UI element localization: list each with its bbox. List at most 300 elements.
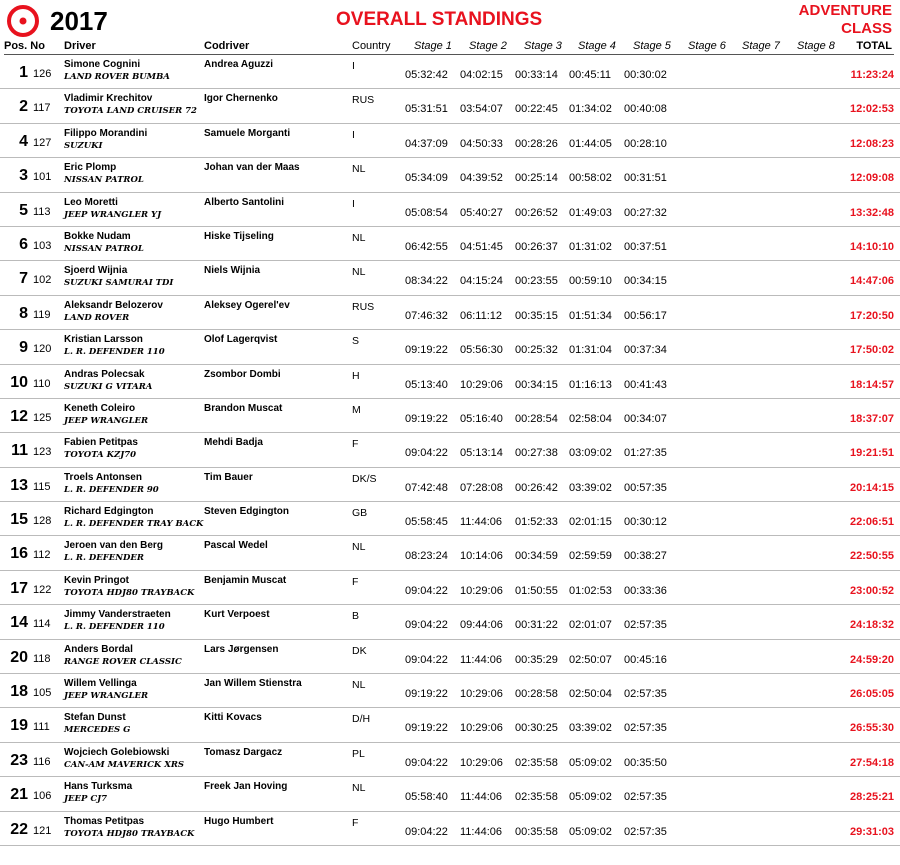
stage-4-time: 05:09:02 bbox=[569, 791, 612, 804]
driver-name: Simone Cognini bbox=[64, 59, 141, 70]
total-time: 12:08:23 bbox=[849, 137, 894, 150]
vehicle-name: LAND ROVER bbox=[64, 312, 130, 323]
table-row bbox=[0, 674, 900, 708]
stage-3-time: 02:35:58 bbox=[515, 791, 558, 804]
stage-5-time: 02:57:35 bbox=[624, 825, 667, 838]
stage-5-time: 01:27:35 bbox=[624, 447, 667, 460]
position: 15 bbox=[10, 511, 28, 529]
position: 14 bbox=[10, 614, 28, 632]
car-number: 123 bbox=[33, 446, 52, 459]
stage-2-time: 05:56:30 bbox=[460, 344, 503, 357]
stage-4-time: 00:58:02 bbox=[569, 172, 612, 185]
country: I bbox=[352, 128, 355, 141]
total-time: 18:14:57 bbox=[849, 378, 894, 391]
stage-2-time: 11:44:06 bbox=[460, 791, 503, 804]
table-row bbox=[0, 399, 900, 433]
stage-4-time: 01:31:04 bbox=[569, 344, 612, 357]
total-time: 11:23:24 bbox=[850, 69, 894, 81]
table-row bbox=[0, 743, 900, 777]
stage-1-time: 05:32:42 bbox=[405, 69, 448, 81]
position: 8 bbox=[19, 304, 28, 322]
stage-3-time: 00:26:52 bbox=[515, 206, 558, 219]
driver-name: Richard Edgington bbox=[64, 506, 154, 518]
driver-name: Kevin Pringot bbox=[64, 574, 130, 586]
driver-name: Willem Vellinga bbox=[64, 678, 137, 690]
car-number: 115 bbox=[33, 480, 51, 493]
position: 6 bbox=[19, 235, 28, 253]
codriver-name: Samuele Morganti bbox=[204, 127, 291, 139]
stage-5-time: 00:57:35 bbox=[624, 481, 667, 494]
driver-name: Stefan Dunst bbox=[64, 712, 126, 724]
stage-3-time: 00:35:29 bbox=[515, 653, 558, 666]
total-time: 12:02:53 bbox=[849, 103, 894, 116]
car-number: 121 bbox=[33, 824, 52, 837]
stage-5-time: 02:57:35 bbox=[624, 722, 667, 735]
codriver-name: Benjamin Muscat bbox=[204, 574, 287, 586]
table-row bbox=[0, 571, 900, 605]
car-number: 126 bbox=[33, 68, 52, 80]
stage-4-time: 02:58:04 bbox=[569, 412, 612, 425]
stage-5-time: 00:56:17 bbox=[624, 309, 667, 322]
position: 1 bbox=[19, 64, 28, 81]
driver-name: Eric Plomp bbox=[64, 162, 117, 174]
car-number: 127 bbox=[33, 136, 52, 149]
stage-4-time: 03:09:02 bbox=[569, 447, 612, 460]
stage-4-time: 05:09:02 bbox=[569, 825, 612, 838]
driver-name: Jeroen van den Berg bbox=[64, 540, 163, 552]
driver-name: Bokke Nudam bbox=[64, 230, 131, 242]
stage-3-time: 00:34:15 bbox=[515, 378, 558, 391]
stage-1-time: 09:04:22 bbox=[405, 756, 448, 769]
driver-name: Thomas Petitpas bbox=[64, 815, 145, 827]
car-number: 101 bbox=[33, 171, 52, 184]
col-stage-7: Stage 7 bbox=[742, 40, 780, 52]
stage-2-time: 03:54:07 bbox=[460, 103, 503, 116]
table-row bbox=[0, 536, 900, 570]
stage-1-time: 05:34:09 bbox=[405, 172, 448, 185]
codriver-name: Steven Edgington bbox=[204, 506, 289, 518]
stage-1-time: 05:08:54 bbox=[405, 206, 448, 219]
vehicle-name: NISSAN PATROL bbox=[64, 175, 144, 186]
vehicle-name: TOYOTA KZJ70 bbox=[64, 450, 137, 461]
stage-3-time: 00:28:58 bbox=[515, 688, 558, 701]
codriver-name: Alberto Santolini bbox=[204, 196, 284, 208]
position: 2 bbox=[19, 98, 28, 116]
table-row bbox=[0, 124, 900, 158]
car-number: 112 bbox=[33, 549, 51, 562]
table-row bbox=[0, 55, 900, 89]
stage-4-time: 05:09:02 bbox=[569, 756, 612, 769]
stage-5-time: 02:57:35 bbox=[624, 688, 667, 701]
country: S bbox=[352, 335, 360, 348]
stage-4-time: 03:39:02 bbox=[569, 722, 612, 735]
col-driver: Driver bbox=[64, 40, 96, 52]
vehicle-name: L. R. DEFENDER bbox=[64, 553, 144, 564]
vehicle-name: CAN-AM MAVERICK XRS bbox=[64, 759, 185, 770]
country: DK/S bbox=[352, 472, 377, 485]
position: 4 bbox=[19, 132, 28, 150]
stage-1-time: 09:19:22 bbox=[405, 344, 448, 357]
stage-4-time: 01:44:05 bbox=[569, 137, 612, 150]
car-number: 120 bbox=[33, 343, 52, 356]
stage-5-time: 00:37:51 bbox=[624, 240, 667, 253]
col-stage-2: Stage 2 bbox=[469, 40, 507, 52]
table-row bbox=[0, 193, 900, 227]
stage-2-time: 10:29:06 bbox=[460, 584, 503, 597]
stage-1-time: 09:04:22 bbox=[405, 653, 448, 666]
stage-4-time: 00:59:10 bbox=[569, 275, 612, 288]
table-row bbox=[0, 89, 900, 123]
col-stage-4: Stage 4 bbox=[578, 40, 616, 52]
driver-name: Sjoerd Wijnia bbox=[64, 265, 128, 277]
stage-5-time: 00:28:10 bbox=[624, 137, 667, 150]
stage-1-time: 07:46:32 bbox=[405, 309, 448, 322]
table-row bbox=[0, 640, 900, 674]
stage-3-time: 00:28:26 bbox=[515, 137, 558, 150]
country: NL bbox=[352, 266, 366, 279]
table-row bbox=[0, 812, 900, 846]
stage-5-time: 00:33:36 bbox=[624, 584, 667, 597]
total-time: 19:21:51 bbox=[849, 447, 894, 460]
total-time: 20:14:15 bbox=[849, 481, 894, 494]
table-row bbox=[0, 605, 900, 639]
car-number: 122 bbox=[33, 583, 52, 596]
country: NL bbox=[352, 541, 366, 554]
total-time: 14:47:06 bbox=[849, 275, 894, 288]
total-time: 17:20:50 bbox=[849, 309, 894, 322]
vehicle-name: LAND ROVER BUMBA bbox=[64, 72, 170, 82]
driver-name: Andras Polecsak bbox=[64, 368, 145, 380]
stage-2-time: 10:29:06 bbox=[460, 722, 503, 735]
car-number: 118 bbox=[33, 652, 51, 665]
vehicle-name: SUZUKI G VITARA bbox=[64, 381, 153, 392]
car-number: 102 bbox=[33, 274, 52, 287]
country: NL bbox=[352, 231, 366, 244]
stage-3-time: 01:50:55 bbox=[515, 584, 558, 597]
stage-4-time: 02:01:15 bbox=[569, 516, 612, 529]
vehicle-name: NISSAN PATROL bbox=[64, 243, 144, 254]
vehicle-name: RANGE ROVER CLASSIC bbox=[64, 656, 182, 667]
codriver-name: Lars Jørgensen bbox=[204, 643, 279, 655]
stage-5-time: 00:34:07 bbox=[624, 412, 667, 425]
stage-5-time: 00:27:32 bbox=[624, 206, 667, 219]
stage-2-time: 04:50:33 bbox=[460, 137, 503, 150]
car-number: 103 bbox=[33, 239, 52, 252]
car-number: 110 bbox=[33, 377, 51, 390]
total-time: 27:54:18 bbox=[849, 756, 894, 769]
stage-2-time: 05:13:14 bbox=[460, 447, 503, 460]
codriver-name: Hiske Tijseling bbox=[204, 230, 274, 242]
codriver-name: Johan van der Maas bbox=[204, 162, 300, 174]
stage-5-time: 02:57:35 bbox=[624, 791, 667, 804]
vehicle-name: L. R. DEFENDER 110 bbox=[64, 622, 165, 633]
stage-4-time: 02:59:59 bbox=[569, 550, 612, 563]
stage-2-time: 04:02:15 bbox=[460, 69, 503, 81]
stage-5-time: 02:57:35 bbox=[624, 619, 667, 632]
car-number: 116 bbox=[33, 755, 51, 768]
total-time: 24:59:20 bbox=[849, 653, 894, 666]
driver-name: Kristian Larsson bbox=[64, 334, 143, 346]
driver-name: Hans Turksma bbox=[64, 781, 133, 793]
total-time: 23:00:52 bbox=[849, 584, 894, 597]
position: 7 bbox=[19, 270, 28, 288]
stage-1-time: 07:42:48 bbox=[405, 481, 448, 494]
table-row bbox=[0, 502, 900, 536]
stage-1-time: 05:58:40 bbox=[405, 791, 448, 804]
stage-4-time: 01:31:02 bbox=[569, 240, 612, 253]
country: GB bbox=[352, 507, 368, 520]
driver-name: Filippo Morandini bbox=[64, 127, 148, 139]
driver-name: Jimmy Vanderstraeten bbox=[64, 609, 171, 621]
driver-name: Aleksandr Belozerov bbox=[64, 299, 163, 311]
vehicle-name: L. R. DEFENDER 90 bbox=[64, 484, 159, 495]
stage-2-time: 10:29:06 bbox=[460, 756, 503, 769]
stage-4-time: 03:39:02 bbox=[569, 481, 612, 494]
col-stage-5: Stage 5 bbox=[633, 40, 671, 52]
stage-4-time: 02:50:07 bbox=[569, 653, 612, 666]
country: NL bbox=[352, 782, 366, 795]
table-row bbox=[0, 365, 900, 399]
stage-4-time: 01:51:34 bbox=[569, 309, 612, 322]
col-stage-1: Stage 1 bbox=[414, 40, 452, 52]
stage-3-time: 00:23:55 bbox=[515, 275, 558, 288]
table-row bbox=[0, 433, 900, 467]
stage-5-time: 00:30:12 bbox=[624, 516, 667, 529]
stage-2-time: 04:51:45 bbox=[460, 240, 503, 253]
class-label-line2: CLASS bbox=[841, 20, 892, 37]
table-row bbox=[0, 296, 900, 330]
table-row bbox=[0, 227, 900, 261]
codriver-name: Igor Chernenko bbox=[204, 93, 278, 105]
vehicle-name: JEEP WRANGLER bbox=[64, 415, 149, 426]
table-row bbox=[0, 261, 900, 295]
stage-5-time: 00:35:50 bbox=[624, 756, 667, 769]
position: 18 bbox=[10, 683, 28, 701]
driver-name: Troels Antonsen bbox=[64, 471, 142, 483]
country: DK bbox=[352, 644, 367, 657]
car-number: 119 bbox=[33, 308, 51, 321]
standings-table bbox=[0, 55, 900, 846]
total-time: 29:31:03 bbox=[849, 825, 894, 838]
position: 13 bbox=[10, 476, 28, 494]
stage-1-time: 09:04:22 bbox=[405, 619, 448, 632]
stage-2-time: 10:14:06 bbox=[460, 550, 503, 563]
country: D/H bbox=[352, 713, 371, 726]
stage-1-time: 09:19:22 bbox=[405, 722, 448, 735]
position: 12 bbox=[10, 407, 28, 425]
stage-4-time: 02:01:07 bbox=[569, 619, 612, 632]
stage-5-time: 00:31:51 bbox=[624, 172, 667, 185]
col-total: TOTAL bbox=[856, 40, 892, 52]
col-stage-8: Stage 8 bbox=[797, 40, 835, 52]
stage-1-time: 09:04:22 bbox=[405, 825, 448, 838]
total-time: 28:25:21 bbox=[849, 791, 894, 804]
stage-3-time: 00:34:59 bbox=[515, 550, 558, 563]
stage-4-time: 01:02:53 bbox=[569, 584, 612, 597]
table-row bbox=[0, 777, 900, 811]
position: 17 bbox=[10, 579, 28, 597]
stage-2-time: 06:11:12 bbox=[460, 309, 503, 322]
stage-3-time: 00:27:38 bbox=[515, 447, 558, 460]
stage-4-time: 00:45:11 bbox=[569, 69, 612, 81]
col-stage-6: Stage 6 bbox=[688, 40, 726, 52]
driver-name: Anders Bordal bbox=[64, 643, 133, 655]
country: NL bbox=[352, 163, 366, 176]
stage-5-time: 00:30:02 bbox=[624, 69, 667, 81]
stage-4-time: 01:34:02 bbox=[569, 103, 612, 116]
country: RUS bbox=[352, 300, 375, 313]
car-number: 125 bbox=[33, 411, 52, 424]
car-number: 114 bbox=[33, 618, 51, 631]
car-number: 117 bbox=[33, 102, 51, 115]
stage-2-time: 09:44:06 bbox=[460, 619, 503, 632]
stage-2-time: 04:39:52 bbox=[460, 172, 503, 185]
stage-2-time: 05:40:27 bbox=[460, 206, 503, 219]
country: B bbox=[352, 610, 360, 623]
red-ring-icon bbox=[4, 4, 42, 38]
col-country: Country bbox=[352, 40, 391, 52]
codriver-name: Mehdi Badja bbox=[204, 437, 263, 449]
stage-3-time: 00:31:22 bbox=[515, 619, 558, 632]
position: 3 bbox=[19, 167, 28, 185]
country: M bbox=[352, 403, 361, 416]
stage-4-time: 02:50:04 bbox=[569, 688, 612, 701]
stage-2-time: 05:16:40 bbox=[460, 412, 503, 425]
country: I bbox=[352, 197, 355, 210]
car-number: 106 bbox=[33, 790, 52, 803]
stage-1-time: 05:58:45 bbox=[405, 516, 448, 529]
vehicle-name: TOYOTA HDJ80 TRAYBACK bbox=[64, 828, 195, 839]
stage-3-time: 00:25:32 bbox=[515, 344, 558, 357]
total-time: 14:10:10 bbox=[849, 240, 894, 253]
driver-name: Fabien Petitpas bbox=[64, 437, 138, 449]
vehicle-name: L. R. DEFENDER TRAY BACK bbox=[64, 519, 204, 530]
stage-2-time: 07:28:08 bbox=[460, 481, 503, 494]
stage-1-time: 09:04:22 bbox=[405, 447, 448, 460]
position: 20 bbox=[10, 648, 28, 666]
table-row bbox=[0, 708, 900, 742]
stage-1-time: 09:04:22 bbox=[405, 584, 448, 597]
country: I bbox=[352, 60, 355, 72]
vehicle-name: L. R. DEFENDER 110 bbox=[64, 347, 165, 358]
page-title: OVERALL STANDINGS bbox=[336, 9, 543, 30]
car-number: 111 bbox=[33, 721, 50, 734]
total-time: 12:09:08 bbox=[849, 172, 894, 185]
country: PL bbox=[352, 747, 365, 760]
codriver-name: Tim Bauer bbox=[204, 471, 253, 483]
codriver-name: Jan Willem Stienstra bbox=[204, 678, 302, 690]
stage-5-time: 00:40:08 bbox=[624, 103, 667, 116]
total-time: 18:37:07 bbox=[849, 412, 894, 425]
country: NL bbox=[352, 679, 366, 692]
stage-1-time: 05:13:40 bbox=[405, 378, 448, 391]
stage-2-time: 10:29:06 bbox=[460, 378, 503, 391]
vehicle-name: SUZUKI bbox=[64, 140, 103, 151]
stage-5-time: 00:37:34 bbox=[624, 344, 667, 357]
stage-4-time: 01:16:13 bbox=[569, 378, 612, 391]
vehicle-name: JEEP CJ7 bbox=[64, 794, 108, 805]
codriver-name: Olof Lagerqvist bbox=[204, 334, 278, 346]
codriver-name: Freek Jan Hoving bbox=[204, 781, 288, 793]
col-pos-no: Pos. No bbox=[4, 40, 45, 52]
position: 9 bbox=[19, 339, 28, 357]
stage-3-time: 00:35:58 bbox=[515, 825, 558, 838]
stage-3-time: 00:30:25 bbox=[515, 722, 558, 735]
table-row bbox=[0, 158, 900, 192]
stage-1-time: 08:34:22 bbox=[405, 275, 448, 288]
vehicle-name: MERCEDES G bbox=[64, 725, 131, 736]
stage-5-time: 00:34:15 bbox=[624, 275, 667, 288]
driver-name: Leo Moretti bbox=[64, 196, 118, 208]
total-time: 26:05:05 bbox=[849, 688, 894, 701]
vehicle-name: JEEP WRANGLER bbox=[64, 691, 149, 702]
stage-3-time: 00:33:14 bbox=[515, 69, 558, 81]
country: RUS bbox=[352, 94, 375, 107]
country: H bbox=[352, 369, 360, 382]
codriver-name: Brandon Muscat bbox=[204, 402, 283, 414]
stage-2-time: 11:44:06 bbox=[460, 653, 503, 666]
stage-1-time: 09:19:22 bbox=[405, 688, 448, 701]
position: 5 bbox=[19, 201, 28, 219]
total-time: 22:50:55 bbox=[849, 550, 894, 563]
stage-5-time: 00:41:43 bbox=[624, 378, 667, 391]
codriver-name: Hugo Humbert bbox=[204, 815, 274, 827]
codriver-name: Niels Wijnia bbox=[204, 265, 261, 277]
total-time: 22:06:51 bbox=[849, 516, 894, 529]
total-time: 26:55:30 bbox=[849, 722, 894, 735]
driver-name: Wojciech Golebiowski bbox=[64, 746, 170, 758]
vehicle-name: TOYOTA LAND CRUISER 72 bbox=[64, 106, 197, 117]
vehicle-name: JEEP WRANGLER YJ bbox=[64, 209, 162, 220]
stage-3-time: 00:35:15 bbox=[515, 309, 558, 322]
stage-3-time: 00:22:45 bbox=[515, 103, 558, 116]
stage-1-time: 08:23:24 bbox=[405, 550, 448, 563]
driver-name: Keneth Coleiro bbox=[64, 402, 136, 414]
table-row bbox=[0, 468, 900, 502]
stage-3-time: 00:26:42 bbox=[515, 481, 558, 494]
codriver-name: Zsombor Dombi bbox=[204, 368, 281, 380]
total-time: 13:32:48 bbox=[849, 206, 894, 219]
stage-1-time: 05:31:51 bbox=[405, 103, 448, 116]
driver-name: Vladimir Krechitov bbox=[64, 93, 153, 105]
vehicle-name: TOYOTA HDJ80 TRAYBACK bbox=[64, 587, 195, 598]
position: 11 bbox=[11, 442, 28, 460]
table-header bbox=[0, 39, 900, 54]
stage-5-time: 00:45:16 bbox=[624, 653, 667, 666]
country: F bbox=[352, 438, 359, 451]
table-row bbox=[0, 330, 900, 364]
position: 16 bbox=[10, 545, 28, 563]
car-number: 128 bbox=[33, 515, 52, 528]
codriver-name: Pascal Wedel bbox=[204, 540, 268, 552]
stage-2-time: 11:44:06 bbox=[460, 516, 503, 529]
vehicle-name: SUZUKI SAMURAI TDI bbox=[64, 278, 174, 289]
codriver-name: Aleksey Ogerel'ev bbox=[204, 299, 290, 311]
col-codriver: Codriver bbox=[204, 40, 250, 52]
position: 23 bbox=[10, 751, 28, 769]
country: F bbox=[352, 816, 359, 829]
stage-1-time: 04:37:09 bbox=[405, 137, 448, 150]
stage-1-time: 09:19:22 bbox=[405, 412, 448, 425]
codriver-name: Kurt Verpoest bbox=[204, 609, 270, 621]
stage-2-time: 11:44:06 bbox=[460, 825, 503, 838]
stage-4-time: 01:49:03 bbox=[569, 206, 612, 219]
stage-1-time: 06:42:55 bbox=[405, 240, 448, 253]
car-number: 113 bbox=[33, 205, 51, 218]
total-time: 17:50:02 bbox=[849, 344, 894, 357]
car-number: 105 bbox=[33, 687, 52, 700]
stage-2-time: 10:29:06 bbox=[460, 688, 503, 701]
